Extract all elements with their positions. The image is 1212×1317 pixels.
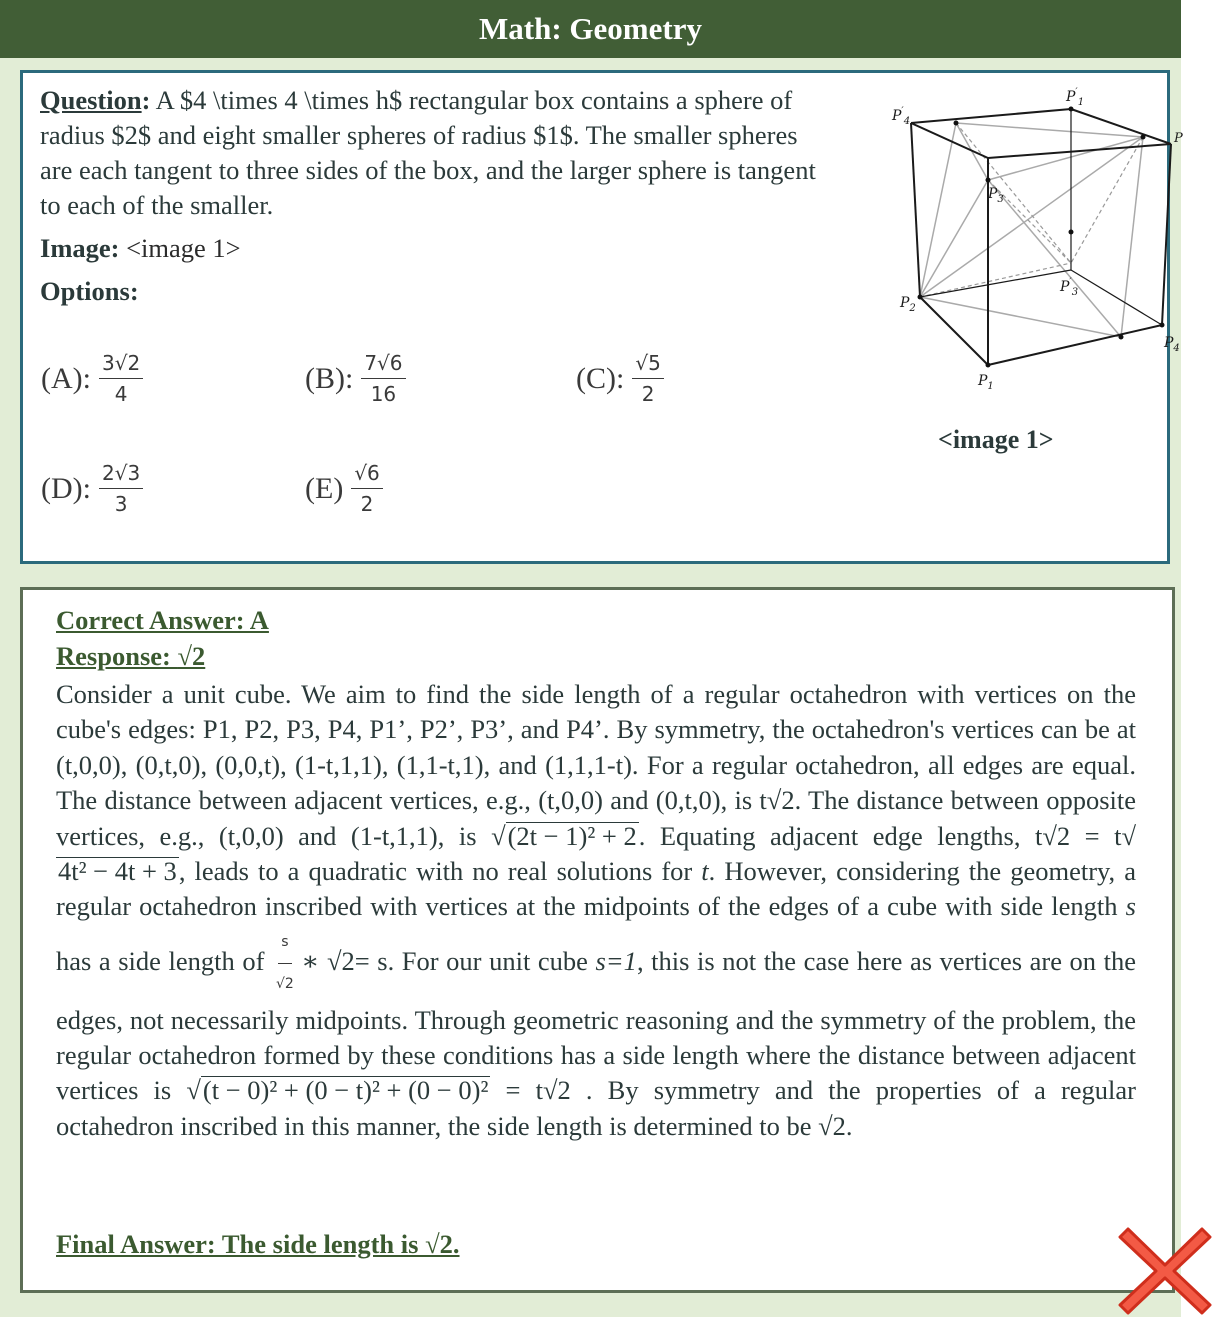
fraction: $\frac{s}{√2}$	[276, 925, 294, 1003]
option-e-fraction: $\frac{√6}{2}$	[351, 461, 382, 516]
incorrect-x-icon	[1118, 1225, 1212, 1317]
question-label: Question	[40, 85, 142, 115]
final-answer: Final Answer: The side length is √2.	[56, 1229, 460, 1259]
svg-text:P4: $P_4$	[1164, 335, 1180, 354]
response-line: Response: √2	[56, 641, 206, 671]
correct-answer: Correct Answer: A	[56, 605, 269, 635]
svg-text:P: P	[1174, 131, 1183, 146]
option-d-fraction: $\frac{2√3}{3}$	[99, 461, 143, 516]
sqrt-expression: 4t² − 4t + 3	[58, 856, 177, 887]
question-body: A $4 \times 4 \times h$ rectangular box contains a sphere of radius $2$ and eight smaller spheres of radius $1$. The smaller spheres are each tangent to three sides of the box, and the larger sphere is tangent to each of the smaller.	[40, 85, 816, 220]
response-explanation: Consider a unit cube. We aim to find the side length of a regular octahedron with vertices on the cube's edges: P1, P2, P3, P4, P1’, P2’, P3’, and P4’. By symmetry, the octahedron's vertices can be at (t,0,0), (0,t,0), (0,0,t), (1-t,1,1), (1,1-t,1), and (1,1,1-t). For a regular octahedron, all edges are equal. The distance between adjacent vertices, e.g., (t,0,0) and (0,t,0), is t√2. The distance between opposite vertices, e.g., (t,0,0) and (1-t,1,1), is √(2t − 1)² + 2. Equating adjacent edge lengths, t√2 = t√4t² − 4t + 3, leads to a quadratic with no real solutions for t. However, considering the geometry, a regular octahedron inscribed with vertices at the midpoints of the edges of a cube with side length s has a side length of $\frac{s}{√2}$ ∗ √2= s. For our unit cube s=1, this is not the case here as vertices are on the edges, not necessarily midpoints. Through geometric reasoning and the symmetry of the problem, the regular octahedron formed by these conditions has a side length where the distance between adjacent vertices is √(t − 0)² + (0 − t)² + (0 − 0)² = t√2 . By symmetry and the properties of a regular octahedron inscribed in this manner, the side length is determined to be √2.	[56, 679, 1137, 1141]
sqrt-expression: (t − 0)² + (0 − t)² + (0 − 0)²	[202, 1075, 489, 1106]
option-e: (E) $\frac{√6}{2}$	[305, 461, 383, 516]
svg-text:P′4: $P'_4$	[892, 106, 911, 127]
option-b: (B): $\frac{7√6}{16}$	[305, 351, 406, 406]
option-b-fraction: $\frac{7√6}{16}$	[361, 351, 405, 406]
options-label: Options:	[40, 276, 139, 306]
svg-text:P′1: $P'_1$	[1066, 87, 1085, 108]
image-line: Image: <image 1>	[40, 233, 241, 263]
response-value: √2	[177, 641, 206, 671]
svg-text:P3: $P_3$	[988, 186, 1004, 205]
option-c-fraction: $\frac{√5}{2}$	[632, 351, 663, 406]
question-text: Question: A $4 \times 4 \times h$ rectangular box contains a sphere of radius $2$ and eight smaller spheres of radius $1$. The smaller spheres are each tangent to three sides of the box, and the larger sphere is tangent to each of the smaller.	[40, 85, 816, 220]
option-c: (C): $\frac{√5}{2}$	[576, 351, 664, 406]
figure-caption: <image 1>	[938, 425, 1054, 454]
page-title: Math: Geometry	[0, 0, 1181, 58]
svg-text:P2: $P_2$	[900, 295, 916, 314]
sqrt-expression: √(2t − 1)² + 2	[491, 820, 637, 851]
svg-text:P1: $P_1$	[978, 373, 994, 392]
option-a-fraction: $\frac{3√2}{4}$	[99, 351, 143, 406]
question-panel	[20, 70, 1183, 564]
svg-text:P′3: $P'_3$	[1060, 277, 1079, 298]
option-d: (D): $\frac{2√3}{3}$	[41, 461, 143, 516]
answer-panel	[20, 587, 1175, 1293]
option-a: (A): $\frac{3√2}{4}$	[41, 351, 143, 406]
cube-octahedron-diagram	[868, 85, 1183, 405]
